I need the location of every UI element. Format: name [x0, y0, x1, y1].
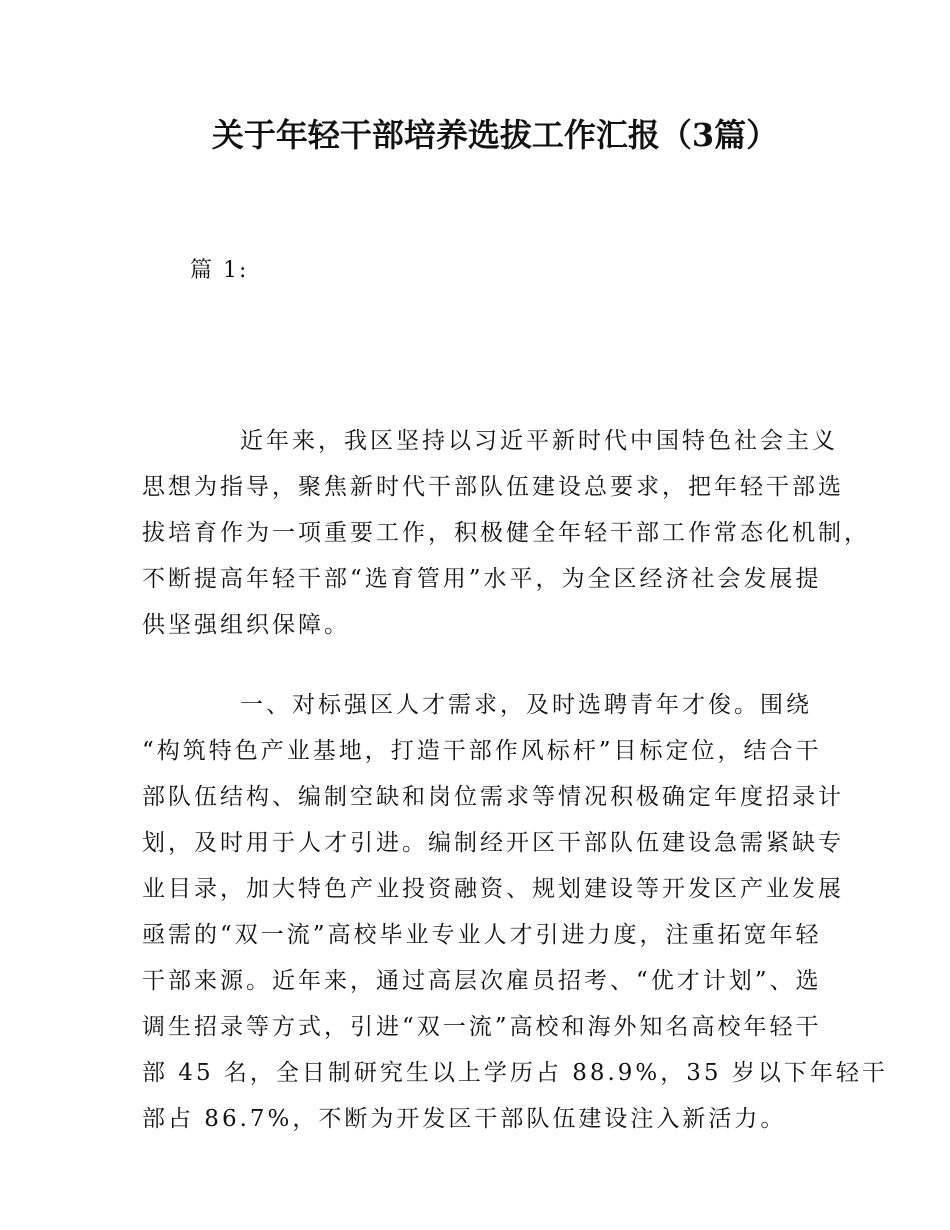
paragraph-line: 部队伍结构、编制空缺和岗位需求等情况积极确定年度招录计: [142, 784, 844, 810]
paragraph-intro: [142, 418, 870, 648]
paragraph-line: 供坚强组织保障。: [142, 612, 350, 638]
paragraph-line: 亟需的“双一流”高校毕业专业人才引进力度，注重拓宽年轻: [142, 922, 822, 948]
paragraph-line: 拔培育作为一项重要工作，积极健全年轻干部工作常态化机制，: [142, 520, 870, 546]
section-label: 篇 1:: [190, 258, 249, 283]
paragraph-section-one: [142, 682, 888, 1142]
paragraph-line: 部 45 名，全日制研究生以上学历占 88.9%，35 岁以下年轻干: [142, 1060, 888, 1086]
paragraph-line: 不断提高年轻干部“选育管用”水平，为全区经济社会发展提: [142, 566, 822, 592]
paragraph-line: 划，及时用于人才引进。编制经开区干部队伍建设急需紧缺专: [142, 830, 844, 856]
paragraph-line: 部占 86.7%，不断为开发区干部队伍建设注入新活力。: [142, 1106, 787, 1132]
paragraph-line: 近年来，我区坚持以习近平新时代中国特色社会主义: [240, 428, 838, 454]
document-title: 关于年轻干部培养选拔工作汇报（3篇）: [211, 116, 779, 154]
paragraph-line: 调生招录等方式，引进“双一流”高校和海外知名高校年轻干: [142, 1014, 822, 1040]
paragraph-line: 干部来源。近年来，通过高层次雇员招考、“优才计划”、选: [142, 968, 822, 994]
paragraph-line: “构筑特色产业基地，打造干部作风标杆”目标定位，结合干: [142, 738, 822, 764]
paragraph-line: 业目录，加大特色产业投资融资、规划建设等开发区产业发展: [142, 876, 844, 902]
paragraph-line: 一、对标强区人才需求，及时选聘青年才俊。围绕: [240, 692, 812, 718]
paragraph-line: 思想为指导，聚焦新时代干部队伍建设总要求，把年轻干部选: [142, 474, 844, 500]
